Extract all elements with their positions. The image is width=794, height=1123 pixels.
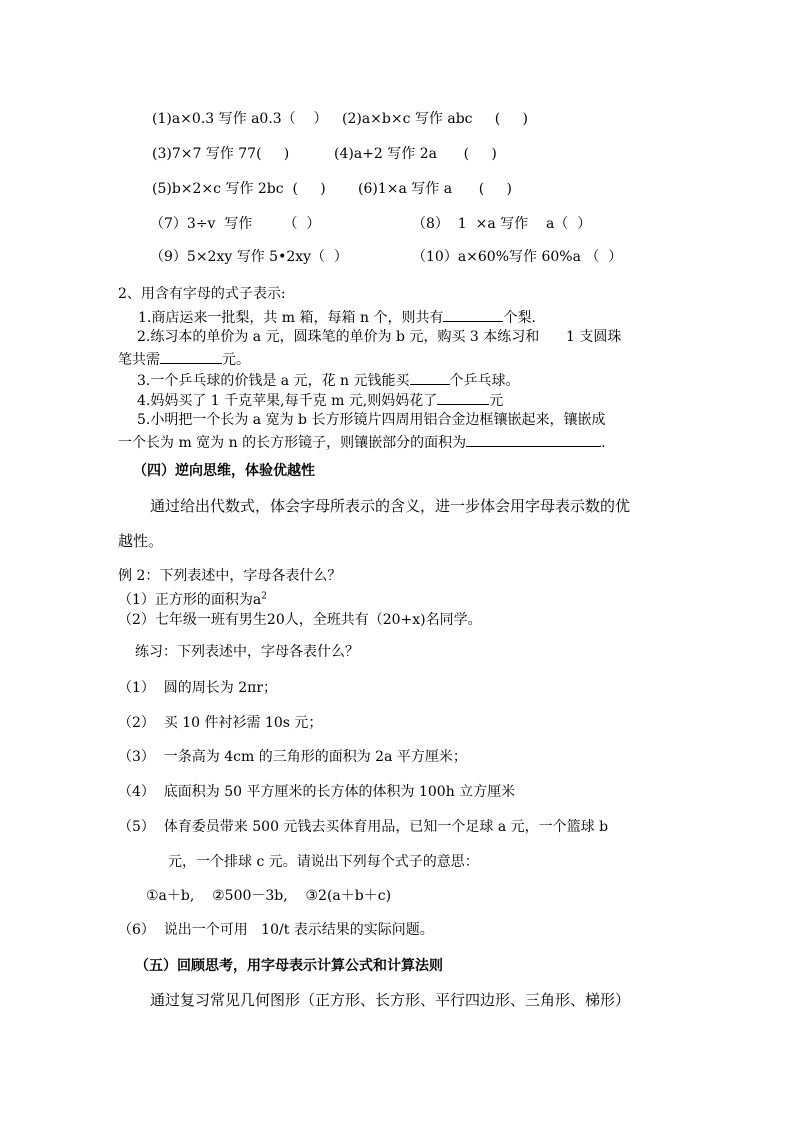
answer-blank-q5[interactable] (466, 432, 601, 447)
section2-q2-line1: 2.练习本的单价为 a 元，圆珠笔的单价为 b 元，购买 3 本练习和 1 支圆珠 (137, 329, 622, 345)
section4-intro-line2: 越性。 (118, 532, 164, 550)
section5-heading: （五）回顾思考，用字母表示计算公式和计算法则 (135, 958, 443, 974)
practice-item-1: （1） 圆的周长为 2πr； (118, 680, 278, 696)
section2-q5-line2: 一个长为 m 宽为 n 的长方形镜子，则镶嵌部分的面积为 . (118, 432, 606, 452)
judge-item-4: (4)a+2 写作 2a ( ) (334, 146, 497, 162)
practice-item-5-line2: 元，一个排球 c 元。请说出下列每个式子的意思： (168, 854, 479, 870)
judge-item-8: （8） 1 ×a 写作 a（ ） (412, 216, 592, 232)
practice-item-4: （4） 底面积为 50 平方厘米的长方体的体积为 100h 立方厘米 (118, 784, 516, 800)
judge-item-2: (2)a×b×c 写作 abc ( ) (342, 111, 528, 127)
judge-item-1: (1)a×0.3 写作 a0.3（ ） (152, 111, 328, 127)
judge-item-10: （10）a×60%写作 60%a （ ） (412, 249, 623, 265)
section2-q3: 3.一个乒乓球的价钱是 a 元，花 n 元钱能买 个乒乓球。 (137, 370, 520, 390)
practice-title: 练习：下列表述中，字母各表什么？ (135, 644, 359, 660)
section5-intro: 通过复习常见几何图形（正方形、长方形、平行四边形、三角形、梯形） (150, 991, 631, 1009)
section2-q5-line1: 5.小明把一个长为 a 宽为 b 长方形镜片四周用铝合金边框镶嵌起来，镶嵌成 (137, 412, 606, 428)
practice-item-2: （2） 买 10 件衬衫需 10s 元； (118, 715, 323, 731)
judge-item-3: (3)7×7 写作 77( ) (152, 146, 290, 162)
practice-item-6: （6） 说出一个可用 10/t 表示结果的实际问题。 (118, 922, 434, 938)
answer-blank-q4[interactable] (437, 390, 489, 405)
section2-title: 2、用含有字母的式子表示: (118, 286, 286, 302)
section2-q1: 1.商店运来一批梨，共 m 箱，每箱 n 个，则共有 个梨. (138, 307, 536, 327)
example-item-2: （2）七年级一班有男生20人，全班共有（20+x)名同学。 (118, 612, 482, 628)
section4-intro-line1: 通过给出代数式，体会字母所表示的含义，进一步体会用字母表示数的优 (150, 497, 631, 515)
section4-heading: （四）逆向思维，体验优越性 (133, 463, 315, 479)
answer-blank-q1[interactable] (443, 307, 503, 322)
practice-item-3: （3） 一条高为 4cm 的三角形的面积为 2a 平方厘米； (118, 749, 467, 765)
practice-item-5-line1: （5） 体育委员带来 500 元钱去买体育用品，已知一个足球 a 元，一个篮球 b (118, 819, 609, 835)
practice-item-5-expressions: ①a＋b, ②500－3b, ③2(a＋b＋c) (146, 888, 392, 904)
example-item-1: （1）正方形的面积为$a^2$ (118, 591, 267, 608)
judge-item-7: （7）3÷v 写作 （ ） (150, 216, 321, 232)
judge-item-5: (5)b×2×c 写作 2bc ( ) (152, 181, 326, 197)
judge-item-9: （9）5×2xy 写作 5•2xy（ ） (150, 249, 348, 265)
judge-item-6: (6)1×a 写作 a ( ) (358, 181, 512, 197)
answer-blank-q2[interactable] (160, 349, 222, 364)
example-title: 例 2：下列表述中，字母各表什么？ (118, 568, 342, 584)
section2-q4: 4.妈妈买了 1 千克苹果,每千克 m 元,则妈妈花了 元 (137, 390, 503, 410)
section2-q2-line2: 笔共需 元。 (118, 349, 250, 369)
answer-blank-q3[interactable] (410, 370, 450, 385)
